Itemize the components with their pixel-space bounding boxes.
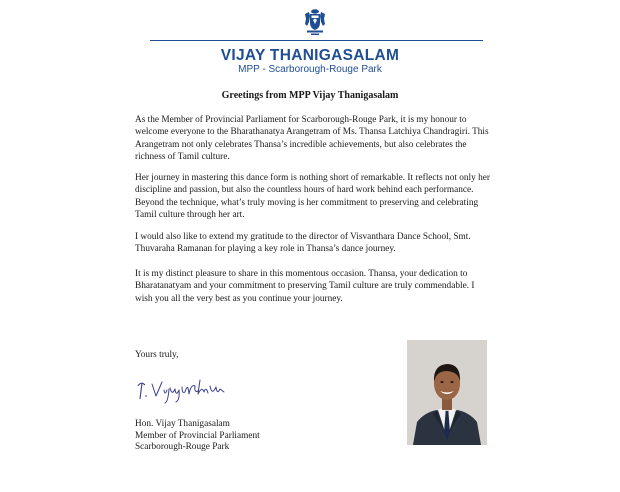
letter-closing: Yours truly, xyxy=(135,350,179,360)
portrait-photo xyxy=(407,340,487,445)
signatory-block xyxy=(135,419,260,454)
letter-greeting: Greetings from MPP Vijay Thanigasalam xyxy=(221,90,399,101)
letterhead-rule xyxy=(150,40,483,41)
signatory-name: Hon. Vijay Thanigasalam xyxy=(135,419,230,429)
letter-paragraph: It is my distinct pleasure to share in this momentous occasion. Thansa, your dedication to Bharatanatyam and your commitment to preserving Tamil culture are truly commendable. I wish you all the very best as you continue your journey. xyxy=(135,269,475,304)
signatory-title: Member of Provincial Parliament xyxy=(135,430,260,441)
letterhead-riding: MPP - Scarborough-Rouge Park xyxy=(238,64,382,75)
signatory-riding: Scarborough-Rouge Park xyxy=(135,442,230,453)
letter-paragraph: Her journey in mastering this dance form is nothing short of remarkable. It reflects not only her discipline and passion, but also the countless hours of hard work behind each performance. Beyond the technique, what’s truly moving is her commitment to preserving and celebrating Tamil culture through her art. xyxy=(135,173,490,220)
letter-paragraph: As the Member of Provincial Parliament for Scarborough-Rouge Park, it is my honour to welcome everyone to the Bharathanatya Arangetram of Ms. Thansa Latchiya Chandragiri. This Arangetram not only celebrates Thansa’s incredible achievements, but also celebrates the richness of Tamil culture. xyxy=(135,115,489,162)
ontario-crest-icon xyxy=(303,8,327,36)
letterhead-name: VIJAY THANIGASALAM xyxy=(220,47,400,64)
letter-paragraph: I would also like to extend my gratitude to the director of Visvanthara Dance School, Smt. Thuvaraha Ramanan for playing a key role in Thansa’s dance journey. xyxy=(135,232,471,255)
signature xyxy=(132,372,232,408)
